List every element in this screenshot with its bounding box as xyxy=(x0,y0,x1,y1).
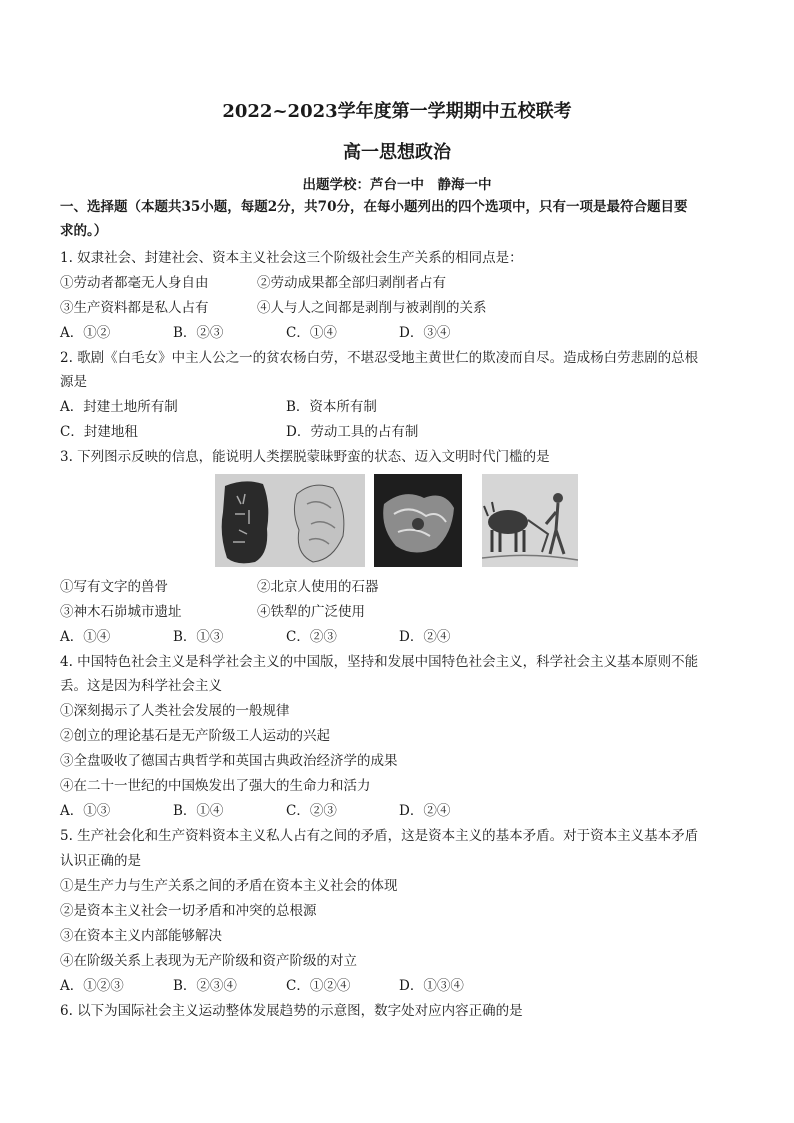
q4-statement-3: ③全盘吸收了德国古典哲学和英国古典政治经济学的成果 xyxy=(60,753,398,769)
section-heading-line1: 一、选择题（本题共35小题，每题2分，共70分，在每小题列出的四个选项中，只有一项是最符合题目要 xyxy=(60,199,688,215)
oracle-bone-icon xyxy=(215,474,365,567)
q1-option-b: B．②③ xyxy=(173,325,224,341)
q4-statement-2: ②创立的理论基石是无产阶级工人运动的兴起 xyxy=(60,728,330,744)
q2-option-c: C．封建地租 xyxy=(60,424,138,440)
q1-option-d: D．③④ xyxy=(399,325,451,341)
q5-stem-line2: 认识正确的是 xyxy=(60,853,141,869)
q3-statement-1: ①写有文字的兽骨 xyxy=(60,579,168,595)
q5-statement-2: ②是资本主义社会一切矛盾和冲突的总根源 xyxy=(60,903,317,919)
q5-option-d: D．①③④ xyxy=(399,978,464,994)
q3-option-c: C．②③ xyxy=(286,629,337,645)
q3-stem: 3. 下列图示反映的信息，能说明人类摆脱蒙昧野蛮的状态、迈入文明时代门槛的是 xyxy=(60,449,550,465)
q5-statement-3: ③在资本主义内部能够解决 xyxy=(60,928,222,944)
q3-statement-2: ②北京人使用的石器 xyxy=(257,579,379,595)
q3-statement-4: ④铁犁的广泛使用 xyxy=(257,604,365,620)
q5-option-a: A．①②③ xyxy=(60,978,124,994)
q6-stem: 6. 以下为国际社会主义运动整体发展趋势的示意图，数字处对应内容正确的是 xyxy=(60,1003,523,1019)
q5-stem-line1: 5. 生产社会化和生产资料资本主义私人占有之间的矛盾，这是资本主义的基本矛盾。对于资本主义基本矛盾 xyxy=(60,828,699,844)
q1-statement-1: ①劳动者都毫无人身自由 xyxy=(60,275,209,291)
q3-option-d: D．②④ xyxy=(399,629,451,645)
q2-option-b: B．资本所有制 xyxy=(286,399,377,415)
q4-stem-line1: 4. 中国特色社会主义是科学社会主义的中国版，坚持和发展中国特色社会主义，科学社会主义基本原则不能 xyxy=(60,654,699,670)
q3-option-a: A．①④ xyxy=(60,629,111,645)
city-ruins-icon xyxy=(374,474,462,567)
iron-plow-icon xyxy=(482,474,578,567)
exam-schools: 出题学校：芦台一中 静海一中 xyxy=(302,177,492,193)
q1-statement-3: ③生产资料都是私人占有 xyxy=(60,300,209,316)
q5-statement-1: ①是生产力与生产关系之间的矛盾在资本主义社会的体现 xyxy=(60,878,398,894)
q5-option-b: B．②③④ xyxy=(173,978,237,994)
q4-option-a: A．①③ xyxy=(60,803,111,819)
q4-stem-line2: 丢。这是因为科学社会主义 xyxy=(60,678,222,694)
q2-stem-line1: 2. 歌剧《白毛女》中主人公之一的贫农杨白劳，不堪忍受地主黄世仁的欺凌而自尽。造成杨白劳悲剧的总根 xyxy=(60,350,699,366)
q4-statement-4: ④在二十一世纪的中国焕发出了强大的生命力和活力 xyxy=(60,778,371,794)
q4-option-b: B．①④ xyxy=(173,803,224,819)
exam-subject: 高一思想政治 xyxy=(343,142,451,163)
q1-statement-2: ②劳动成果都全部归剥削者占有 xyxy=(257,275,446,291)
q4-option-d: D．②④ xyxy=(399,803,451,819)
q5-statement-4: ④在阶级关系上表现为无产阶级和资产阶级的对立 xyxy=(60,953,357,969)
q3-option-b: B．①③ xyxy=(173,629,224,645)
q5-option-c: C．①②④ xyxy=(286,978,351,994)
q2-option-d: D．劳动工具的占有制 xyxy=(286,424,419,440)
q1-option-c: C．①④ xyxy=(286,325,337,341)
section-heading-line2: 求的。） xyxy=(60,223,108,239)
q2-stem-line2: 源是 xyxy=(60,374,87,390)
exam-title: 2022~2023学年度第一学期期中五校联考 xyxy=(222,101,572,122)
q1-statement-4: ④人与人之间都是剥削与被剥削的关系 xyxy=(257,300,487,316)
q4-statement-1: ①深刻揭示了人类社会发展的一般规律 xyxy=(60,703,290,719)
q1-stem: 1. 奴隶社会、封建社会、资本主义社会这三个阶级社会生产关系的相同点是： xyxy=(60,250,523,266)
q2-option-a: A．封建土地所有制 xyxy=(60,399,178,415)
q1-option-a: A．①② xyxy=(60,325,111,341)
q4-option-c: C．②③ xyxy=(286,803,337,819)
q3-statement-3: ③神木石峁城市遗址 xyxy=(60,604,182,620)
